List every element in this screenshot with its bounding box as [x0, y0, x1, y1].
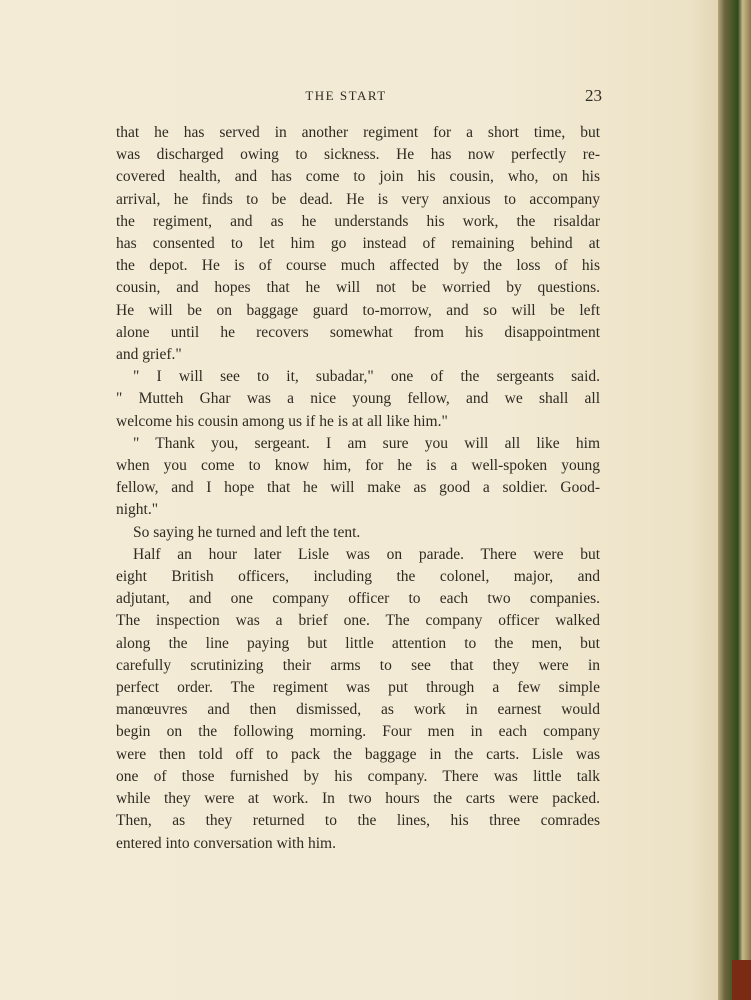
- text-line: while they were at work. In two hours the carts were packed.: [116, 790, 600, 808]
- book-cover-corner: [732, 960, 751, 1000]
- paragraph: [116, 122, 600, 366]
- text-line: one of those furnished by his company. There was little talk: [116, 767, 600, 785]
- page-header: [90, 86, 602, 110]
- paragraph: [116, 433, 600, 522]
- text-line: that he has served in another regiment for a short time, but: [116, 124, 600, 141]
- body-text: [116, 122, 600, 855]
- text-line: adjutant, and one company officer to each two companies.: [116, 590, 600, 608]
- text-line: perfect order. The regiment was put through a few simple: [116, 679, 600, 697]
- text-line: welcome his cousin among us if he is at all like him.": [116, 412, 448, 430]
- text-line: when you come to know him, for he is a well-spoken young: [116, 457, 600, 475]
- text-line: entered into conversation with him.: [116, 834, 336, 852]
- text-line: cousin, and hopes that he will not be worried by questions.: [116, 279, 600, 297]
- paragraph: [116, 544, 600, 855]
- text-line: were then told off to pack the baggage in the carts. Lisle was: [116, 745, 600, 763]
- text-line: eight British officers, including the colonel, major, and: [116, 568, 600, 586]
- running-title: THE START: [305, 88, 387, 103]
- book-edge: [718, 0, 751, 1000]
- text-line: along the line paying but little attention to the men, but: [116, 634, 600, 652]
- text-line: begin on the following morning. Four men in each company: [116, 723, 600, 741]
- text-line: fellow, and I hope that he will make as good a soldier. Good-: [116, 479, 600, 497]
- text-line: the regiment, and as he understands his work, the risaldar: [116, 212, 600, 230]
- text-line: " I will see to it, subadar," one of the sergeants said.: [133, 368, 600, 386]
- text-line: " Thank you, sergeant. I am sure you will all like him: [133, 434, 600, 452]
- text-line: The inspection was a brief one. The company officer walked: [116, 612, 600, 630]
- text-line: carefully scrutinizing their arms to see that they were in: [116, 656, 600, 674]
- text-line: and grief.": [116, 346, 182, 364]
- text-line: the depot. He is of course much affected by the loss of his: [116, 257, 600, 275]
- text-line: night.": [116, 501, 159, 519]
- text-line: He will be on baggage guard to-morrow, and so will be left: [116, 301, 600, 319]
- text-line: " Mutteh Ghar was a nice young fellow, and we shall all: [116, 390, 600, 408]
- paragraph: [116, 366, 600, 433]
- text-line: Then, as they returned to the lines, his three comrades: [116, 812, 600, 830]
- text-line: alone until he recovers somewhat from his disappointment: [116, 323, 600, 341]
- text-line: covered health, and has come to join his cousin, who, on his: [116, 168, 600, 186]
- paragraph: [116, 522, 600, 544]
- text-line: So saying he turned and left the tent.: [133, 523, 361, 541]
- text-line: arrival, he finds to be dead. He is very anxious to accompany: [116, 190, 600, 208]
- text-line: has consented to let him go instead of remaining behind at: [116, 235, 600, 253]
- page-number: 23: [585, 86, 602, 105]
- text-line: Half an hour later Lisle was on parade. There were but: [133, 545, 600, 563]
- text-line: manœuvres and then dismissed, as work in earnest would: [116, 701, 600, 719]
- text-line: was discharged owing to sickness. He has now perfectly re-: [116, 146, 600, 164]
